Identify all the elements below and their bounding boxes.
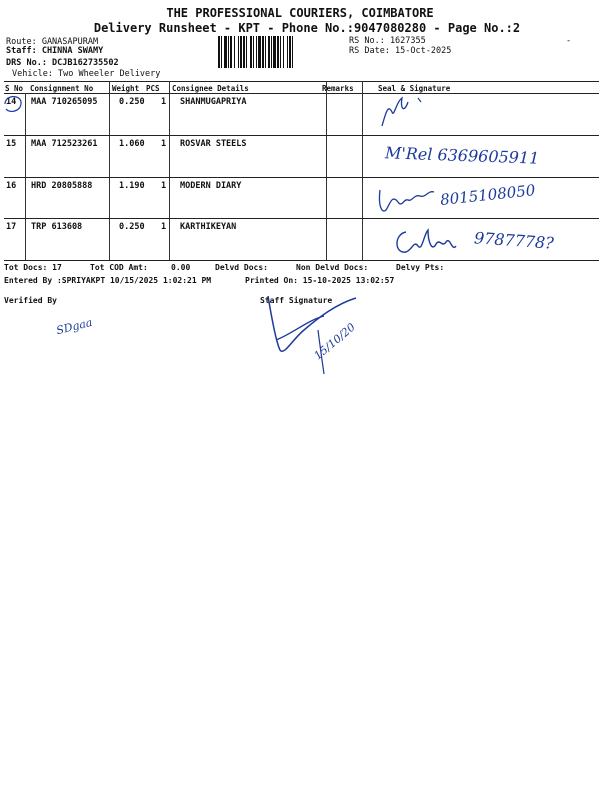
th-pcs: PCS	[146, 84, 160, 93]
circled-mark-icon	[2, 92, 24, 116]
verifier-signature: SDgaa	[54, 315, 94, 338]
cell-weight: 0.250	[119, 97, 145, 107]
cell-consignee: KARTHIKEYAN	[180, 222, 237, 232]
cell-consignment: MAA 710265095	[31, 97, 98, 107]
th-seal: Seal & Signature	[378, 84, 451, 93]
th-consignment: Consignment No	[30, 84, 94, 93]
cell-pcs: 1	[161, 181, 167, 191]
th-sno: S No	[5, 84, 24, 93]
drs-number: DRS No.: DCJB162735502	[6, 58, 119, 68]
cell-pcs: 1	[161, 97, 167, 107]
signature-scribble-icon	[374, 180, 444, 220]
cell-weight: 1.190	[119, 181, 145, 191]
signature-scribble-icon	[378, 92, 438, 132]
total-cod-label: Tot COD Amt:	[90, 263, 148, 272]
handwriting-row-15: M'Rel 6369605911	[384, 143, 540, 168]
vehicle-label: Vehicle: Two Wheeler Delivery	[12, 69, 161, 79]
entered-by: Entered By :SPRIYAKPT 10/15/2025 1:02:21 PM	[4, 276, 212, 285]
cell-sno: 17	[6, 222, 17, 232]
handwriting-row-16: 8015108050	[439, 181, 537, 209]
cell-consignee: MODERN DIARY	[180, 181, 242, 191]
corner-mark: -	[566, 36, 572, 46]
printed-on: Printed On: 15-10-2025 13:02:57	[245, 276, 395, 285]
table-top-rule	[4, 81, 599, 82]
route-label: Route: GANASAPURAM	[6, 37, 99, 47]
cell-consignee: SHANMUGAPRIYA	[180, 97, 247, 107]
cell-sno: 14	[6, 97, 17, 107]
runsheet-title: THE PROFESSIONAL COURIERS, COIMBATORE	[166, 6, 434, 20]
cell-pcs: 1	[161, 139, 167, 149]
cell-consignment: MAA 712523261	[31, 139, 98, 149]
th-consignee: Consignee Details	[172, 84, 249, 93]
delivery-points: Delvy Pts:	[396, 263, 445, 272]
cell-weight: 0.250	[119, 222, 145, 232]
delivered-docs: Delvd Docs:	[215, 263, 268, 272]
signature-scribble-icon	[392, 224, 472, 260]
staff-signature-icon	[258, 290, 378, 380]
cell-consignment: HRD 20805888	[31, 181, 93, 191]
total-cod-value: 0.00	[171, 263, 191, 272]
barcode	[218, 36, 344, 68]
verified-by-label: Verified By	[4, 296, 57, 305]
cell-consignee: ROSVAR STEELS	[180, 139, 247, 149]
rs-date: RS Date: 15-Oct-2025	[349, 46, 452, 56]
th-weight: Weight	[112, 84, 140, 93]
non-delivered-docs: Non Delvd Docs:	[296, 263, 369, 272]
staff-signature-label: Staff Signature	[260, 296, 333, 305]
staff-signature-date: 15/10/20	[311, 320, 358, 363]
table-header-rule	[4, 93, 599, 94]
handwriting-row-17: 9787778?	[473, 228, 555, 253]
th-remarks: Remarks	[322, 84, 354, 93]
staff-label: Staff: CHINNA SWAMY	[6, 46, 104, 56]
total-docs: Tot Docs: 17	[4, 263, 62, 272]
runsheet-subtitle: Delivery Runsheet - KPT - Phone No.:9047080280 - Page No.:2	[93, 21, 521, 35]
cell-weight: 1.060	[119, 139, 145, 149]
cell-pcs: 1	[161, 222, 167, 232]
cell-sno: 16	[6, 181, 17, 191]
cell-consignment: TRP 613608	[31, 222, 83, 232]
cell-sno: 15	[6, 139, 17, 149]
rs-number: RS No.: 1627355	[349, 36, 426, 46]
